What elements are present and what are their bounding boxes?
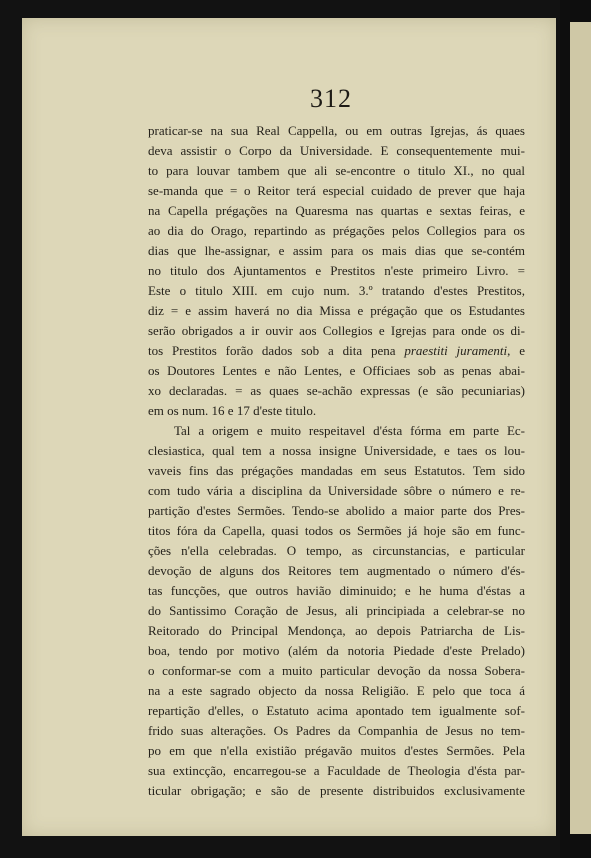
- text-line: xo declaradas. = as quaes se-achão expressas (e são pecuniarias): [148, 383, 525, 398]
- text-line: o conformar-se com a muito particular devoção da nossa Sobera-: [148, 663, 525, 678]
- text-line: partição d'estes Sermões. Tendo-se abolido a maior parte dos Pres-: [148, 503, 525, 518]
- text-line: dias que lhe-assignar, e assim para os mais dias que se-contém: [148, 243, 525, 258]
- text-line: tos Prestitos forão dados sob a dita pena praestiti juramenti, e: [148, 343, 525, 358]
- text-line: no titulo dos Ajuntamentos e Prestitos n'este primeiro Livro. =: [148, 263, 525, 278]
- text-line: to para louvar tambem que ali se-encontre o titulo XI., no qual: [148, 163, 525, 178]
- text-line: po em que n'ella existião prégavão muitos d'estes Sermões. Pela: [148, 743, 525, 758]
- text-line: se-manda que = o Reitor terá especial cuidado de prever que haja: [148, 183, 525, 198]
- text-line: Reitorado do Principal Mendonça, ao depois Patriarcha de Lis-: [148, 623, 525, 638]
- text-line: Este o titulo XIII. em cujo num. 3.º tratando d'estes Prestitos,: [148, 283, 525, 298]
- text-line: titos fóra da Capella, quasi todos os Sermões já hoje são em func-: [148, 523, 525, 538]
- text-line: do Santissimo Coração de Jesus, ali principiada a celebrar-se no: [148, 603, 525, 618]
- text-line: ticular obrigação; e são de presente distribuidos exclusivamente: [148, 783, 525, 798]
- page-number: 312: [310, 84, 352, 113]
- text-line: deva assistir o Corpo da Universidade. E consequentemente mui-: [148, 143, 525, 158]
- text-line: praticar-se na sua Real Cappella, ou em outras Igrejas, ás quaes: [148, 123, 525, 138]
- text-line: em os num. 16 e 17 d'este titulo.: [148, 403, 317, 418]
- text-line: frido suas alterações. Os Padres da Companhia de Jesus no tem-: [148, 723, 525, 738]
- text-line: na a este sagrado objecto da nossa Religião. E pelo que toca á: [148, 683, 525, 698]
- text-line: com tudo vária a disciplina da Universidade sôbre o número e re-: [148, 483, 525, 498]
- text-line: tas funcções, que outros havião diminuido; e he huma d'éstas a: [148, 583, 525, 598]
- text-line: serão obrigados a ir ouvir aos Collegios e Igrejas para onde os di-: [148, 323, 525, 338]
- text-line: os Doutores Lentes e não Lentes, e Officiaes sob as penas abai-: [148, 363, 525, 378]
- text-line: sua extincção, encarregou-se a Faculdade de Theologia d'ésta par-: [148, 763, 525, 778]
- text-line: diz = e assim haverá no dia Missa e prégação que os Estudantes: [148, 303, 525, 318]
- facing-page-edge: [570, 22, 591, 834]
- text-line: clesiastica, qual tem a nossa insigne Universidade, e taes os lou-: [148, 443, 525, 458]
- page-body-text: [148, 121, 525, 801]
- text-line: repartição d'elles, o Estatuto acima apontado tem igualmente sof-: [148, 703, 525, 718]
- text-line: devoção de alguns dos Reitores tem augmentado o número d'és-: [148, 563, 525, 578]
- text-line: vaveis fins das prégações mandadas em seus Estatutos. Tem sido: [148, 463, 525, 478]
- text-line: boa, tendo por motivo (além da notoria Piedade d'este Prelado): [148, 643, 525, 658]
- text-line: ao dia do Orago, repartindo as prégações pelos Collegios para os: [148, 223, 525, 238]
- text-line: na Capella prégações na Quaresma nas quartas e sextas feiras, e: [148, 203, 525, 218]
- text-line: ções n'ella celebradas. O tempo, as circunstancias, e particular: [148, 543, 525, 558]
- text-line: Tal a origem e muito respeitavel d'ésta fórma em parte Ec-: [174, 423, 525, 438]
